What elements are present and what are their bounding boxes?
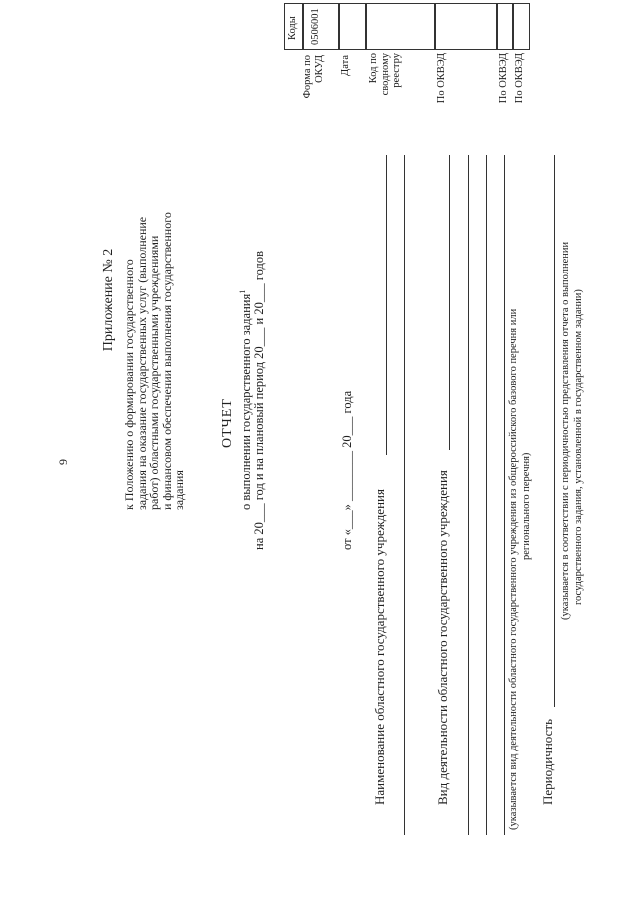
- codes-cell-date[interactable]: [338, 3, 367, 50]
- activity-type-input-line-2[interactable]: [468, 155, 469, 835]
- page-number: 9: [56, 459, 70, 465]
- appendix-line: к Положению о формировании государственного: [122, 259, 136, 510]
- institution-name-input-line-2[interactable]: [404, 155, 405, 835]
- activity-type-input-line-3[interactable]: [486, 155, 487, 835]
- periodicity-note-2: государственного задания, установленной в государственном задании): [573, 289, 584, 605]
- appendix-title: Приложение № 2: [101, 248, 116, 352]
- codes-row-label-okved-2: По ОКВЭД: [498, 53, 509, 104]
- codes-row-value-okud: 0506001: [310, 8, 321, 45]
- report-period: на 20___ год и на плановый период 20___ и 20___ годов: [252, 251, 266, 550]
- codes-cell-okved-1[interactable]: [434, 3, 498, 50]
- codes-row-label-okved-3: По ОКВЭД: [514, 53, 525, 104]
- institution-name-input-line[interactable]: [386, 155, 387, 455]
- activity-type-note: (указывается вид деятельности областного государственного учреждения из общероссийского базового перечня или: [508, 308, 519, 830]
- codes-row-label-registry: Код по сводному реестру: [368, 53, 402, 96]
- codes-cell-okved-3[interactable]: [512, 3, 530, 50]
- codes-row-label-okved-1: По ОКВЭД: [436, 53, 447, 104]
- report-title: ОТЧЕТ: [220, 398, 235, 448]
- report-date-line: от «___» ________ 20___ года: [340, 390, 354, 550]
- codes-row-label-date: Дата: [340, 55, 351, 76]
- periodicity-note: (указывается в соответствии с периодичностью представления отчета о выполнении: [560, 241, 571, 620]
- institution-name-label: Наименование областного государственного учреждения: [372, 489, 387, 805]
- activity-type-label: Вид деятельности областного государственного учреждения: [435, 470, 450, 805]
- codes-table: [284, 5, 525, 125]
- codes-row-label-okud: Форма по ОКУД: [302, 55, 325, 99]
- periodicity-label: Периодичность: [540, 718, 555, 805]
- codes-header: Коды: [287, 16, 298, 40]
- appendix-header: [100, 90, 186, 510]
- activity-type-note-2: регионального перечня): [521, 452, 532, 560]
- periodicity-input-line[interactable]: [554, 155, 555, 707]
- activity-type-input-line-4[interactable]: [504, 155, 505, 835]
- appendix-line: задания: [172, 470, 187, 510]
- appendix-line: и финансовом обеспечении выполнения государственного: [159, 212, 174, 510]
- footnote-mark: 1: [238, 289, 247, 294]
- appendix-line: задания на оказание государственных услуг (выполнение: [134, 216, 149, 510]
- appendix-line: работ) областными государственными учреждениями: [147, 235, 162, 510]
- activity-type-input-line[interactable]: [449, 155, 450, 450]
- report-subtitle-text: о выполнении государственного задания: [239, 293, 254, 510]
- codes-cell-registry[interactable]: [365, 3, 436, 50]
